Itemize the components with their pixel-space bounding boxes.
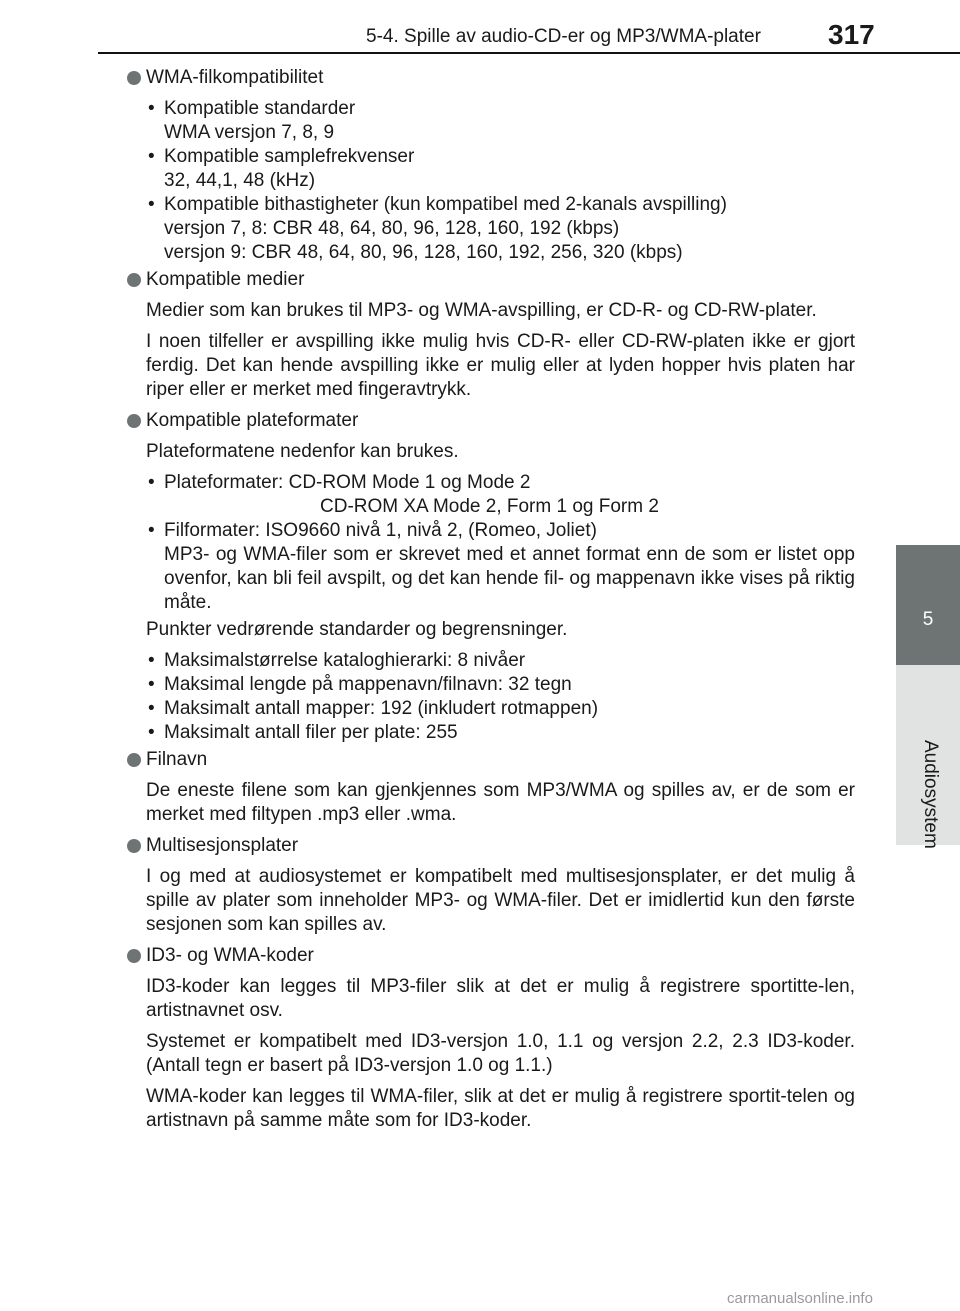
list-item: • Kompatible samplefrekvenser 32, 44,1, 48 (kHz) (146, 145, 855, 193)
paragraph: Punkter vedrørende standarder og begrensninger. (146, 619, 568, 640)
list-item: • Maksimal lengde på mappenavn/filnavn: 32 tegn (148, 674, 572, 695)
bullet-circle-icon (127, 273, 141, 287)
chapter-number-tab (896, 545, 960, 665)
heading-text: WMA-filkompatibilitet (146, 67, 324, 88)
page-header (0, 0, 960, 52)
header-rule (98, 52, 960, 54)
list-item: • Maksimalstørrelse kataloghierarki: 8 nivåer (148, 650, 526, 671)
paragraph: Medier som kan brukes til MP3- og WMA-avspilling, er CD-R- og CD-RW-plater. (146, 300, 817, 321)
list-item-text: versjon 9: CBR 48, 64, 80, 96, 128, 160, 192, 256, 320 (kbps) (164, 242, 683, 263)
section-heading (127, 748, 855, 772)
list-item: • Maksimalt antall filer per plate: 255 (148, 722, 458, 743)
paragraph: Plateformatene nedenfor kan brukes. (146, 441, 459, 462)
section-heading (127, 409, 855, 433)
list-item-text: 32, 44,1, 48 (kHz) (164, 170, 316, 191)
list-item-text: Plateformater: CD-ROM Mode 1 og Mode 2 (164, 472, 531, 493)
list-item-text: Kompatible samplefrekvenser (164, 146, 415, 167)
section-heading (127, 944, 855, 968)
bullet-list (146, 649, 855, 745)
list-item-text: CD-ROM XA Mode 2, Form 1 og Form 2 (320, 496, 659, 517)
section-heading (127, 268, 855, 292)
section-multisession (127, 834, 855, 937)
bullet-circle-icon (127, 839, 141, 853)
list-item-text: Maksimal lengde på mappenavn/filnavn: 32 tegn (164, 674, 572, 695)
list-item-text: WMA versjon 7, 8, 9 (164, 122, 335, 143)
section-wma-compat (127, 66, 855, 265)
heading-text: Kompatible medier (146, 269, 305, 290)
heading-text: Multisesjonsplater (146, 835, 299, 856)
list-item: • Kompatible standarder WMA versjon 7, 8, 9 (146, 97, 855, 145)
heading-text: ID3- og WMA-koder (146, 945, 314, 966)
list-item-text: MP3- og WMA-filer som er skrevet med et annet format enn de som er listet opp ovenfor, kan bli feil avspilt, og det kan hende fil- og mappenavn ikke vises på riktig måte. (164, 544, 855, 613)
paragraph: WMA-koder kan legges til WMA-filer, slik at det er mulig å registrere sportit-telen og artistnavn på samme måte som for ID3-koder. (146, 1086, 855, 1131)
section-id3-wma-tags (127, 944, 855, 1133)
section-heading (127, 66, 855, 90)
watermark-text[interactable]: carmanualsonline.info (727, 1290, 873, 1307)
list-item-text: Maksimalt antall filer per plate: 255 (164, 722, 458, 743)
section-filenames (127, 748, 855, 827)
page-number: 317 (828, 19, 875, 50)
bullet-circle-icon (127, 753, 141, 767)
section-compatible-media (127, 268, 855, 402)
chapter-number: 5 (922, 609, 934, 630)
paragraph: I noen tilfeller er avspilling ikke mulig hvis CD-R- eller CD-RW-platen ikke er gjort ferdig. Det kan hende avspilling ikke er mulig eller at lyden hopper hvis platen har riper eller er merket med fingeravtrykk. (146, 331, 855, 400)
heading-text: Kompatible plateformater (146, 410, 359, 431)
bullet-list (146, 471, 855, 615)
section-heading (127, 834, 855, 858)
paragraph: ID3-koder kan legges til MP3-filer slik at det er mulig å registrere sportitte-len, artistnavnet osv. (146, 976, 855, 1021)
list-item-text: Filformater: ISO9660 nivå 1, nivå 2, (Romeo, Joliet) (164, 520, 597, 541)
list-item: • Maksimalt antall mapper: 192 (inkludert rotmappen) (148, 698, 599, 719)
list-item: • Plateformater: CD-ROM Mode 1 og Mode 2 CD-ROM XA Mode 2, Form 1 og Form 2 (146, 471, 855, 519)
paragraph: Systemet er kompatibelt med ID3-versjon 1.0, 1.1 og versjon 2.2, 2.3 ID3-koder. (Antall tegn er basert på ID3-versjon 1.0 og 1.1.) (146, 1031, 855, 1076)
list-item-text: versjon 7, 8: CBR 48, 64, 80, 96, 128, 160, 192 (kbps) (164, 218, 620, 239)
list-item-text: Kompatible bithastigheter (kun kompatibel med 2-kanals avspilling) (164, 194, 727, 215)
list-item: • Filformater: ISO9660 nivå 1, nivå 2, (Romeo, Joliet) MP3- og WMA-filer som er skrevet med et annet format enn de som er listet opp ovenfor, kan bli feil avspilt, og det kan hende fil- og mappenavn ikke vises på riktig måte. (148, 520, 855, 613)
bullet-circle-icon (127, 949, 141, 963)
list-item: • Kompatible bithastigheter (kun kompatibel med 2-kanals avspilling) versjon 7, 8: CBR 48, 64, 80, 96, 128, 160, 192 (kbps) versjon 9: CBR 48, 64, 80, 96, 128, 160, 192, 256, 320 (kbps) (146, 193, 855, 265)
chapter-label: Audiosystem (920, 740, 941, 849)
bullet-list (146, 97, 855, 265)
chapter-side-tab (896, 0, 960, 1311)
section-title: 5-4. Spille av audio-CD-er og MP3/WMA-plater (366, 26, 761, 47)
list-item-text: Kompatible standarder (164, 98, 356, 119)
list-item-text: Maksimalstørrelse kataloghierarki: 8 nivåer (164, 650, 526, 671)
paragraph: I og med at audiosystemet er kompatibelt med multisesjonsplater, er det mulig å spille av plater som inneholder MP3- og WMA-filer. Det er imidlertid kun den første sesjonen som kan spilles av. (146, 866, 855, 935)
list-item-text: Maksimalt antall mapper: 192 (inkludert rotmappen) (164, 698, 599, 719)
bullet-circle-icon (127, 71, 141, 85)
section-disc-formats (127, 409, 855, 745)
paragraph: De eneste filene som kan gjenkjennes som MP3/WMA og spilles av, er de som er merket med filtypen .mp3 eller .wma. (146, 780, 855, 825)
heading-text: Filnavn (146, 749, 208, 770)
page-content (127, 66, 855, 1140)
bullet-circle-icon (127, 414, 141, 428)
